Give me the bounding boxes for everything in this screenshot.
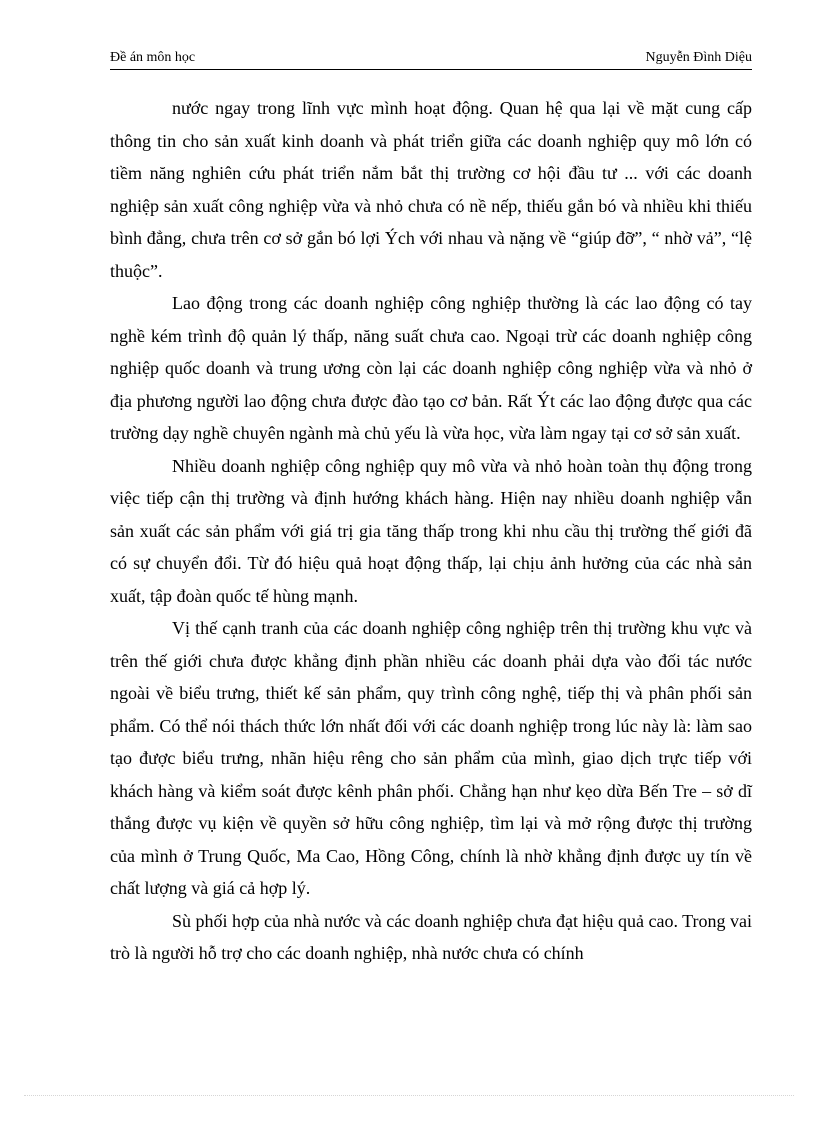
paragraph-5: Sù phối hợp của nhà nước và các doanh nghiệp chưa đạt hiệu quả cao. Trong vai trò là người hỗ trợ cho các doanh nghiệp, nhà nước chưa có chính <box>110 910 752 963</box>
header-author: Nguyễn Đình Diệu <box>645 50 752 65</box>
document-body <box>110 92 752 970</box>
header-divider <box>110 69 752 70</box>
paragraph-4: Vị thế cạnh tranh của các doanh nghiệp công nghiệp trên thị trường khu vực và trên thế giới chưa được khẳng định phần nhiều các doanh phải dựa vào đối tác nước ngoài về biểu trưng, thiết kế sản phẩm, quy trình công nghệ, tiếp thị và phân phối sản phẩm. Có thể nói thách thức lớn nhất đối với các doanh nghiệp trong lúc này là: làm sao tạo được biểu trưng, nhãn hiệu rêng cho sản phẩm của mình, giao dịch trực tiếp với khách hàng và kiểm soát được kênh phân phối. Chẳng hạn như kẹo dừa Bến Tre – sở dĩ thắng được vụ kiện về quyền sở hữu công nghiệp, tìm lại và mở rộng được thị trường của mình ở Trung Quốc, Ma Cao, Hồng Công, chính là nhờ khẳng định được uy tín về chất lượng và giá cả hợp lý. <box>110 618 752 898</box>
page-bottom-divider <box>24 1095 794 1096</box>
page-header <box>110 50 752 68</box>
paragraph-1: nước ngay trong lĩnh vực mình hoạt động. Quan hệ qua lại về mặt cung cấp thông tin cho sản xuất kinh doanh và phát triển giữa các doanh nghiệp quy mô lớn có tiềm năng nghiên cứu phát triển nắm bắt thị trường cơ hội đầu tư ... với các doanh nghiệp sản xuất công nghiệp vừa và nhỏ chưa có nề nếp, thiếu gắn bó và nhiều khi thiếu bình đẳng, chưa trên cơ sở gắn bó lợi Ých với nhau và nặng về “giúp đỡ”, “ nhờ vả”, “lệ thuộc”. <box>110 98 752 281</box>
paragraph-2: Lao động trong các doanh nghiệp công nghiệp thường là các lao động có tay nghề kém trình độ quản lý thấp, năng suất chưa cao. Ngoại trừ các doanh nghiệp công nghiệp quốc doanh và trung ương còn lại các doanh nghiệp công nghiệp vừa và nhỏ ở địa phương người lao động chưa được đào tạo cơ bản. Rất Ýt các lao động được qua các trường dạy nghề chuyên ngành mà chủ yếu là vừa học, vừa làm ngay tại cơ sở sản xuất. <box>110 293 752 443</box>
header-title: Đề án môn học <box>110 50 196 65</box>
paragraph-3: Nhiều doanh nghiệp công nghiệp quy mô vừa và nhỏ hoàn toàn thụ động trong việc tiếp cận thị trường và định hướng khách hàng. Hiện nay nhiều doanh nghiệp vẫn sản xuất các sản phẩm với giá trị gia tăng thấp trong khi nhu cầu thị trường thế giới đã có sự chuyển đổi. Từ đó hiệu quả hoạt động thấp, lại chịu ảnh hưởng của các nhà sản xuất, tập đoàn quốc tế hùng mạnh. <box>110 455 752 606</box>
